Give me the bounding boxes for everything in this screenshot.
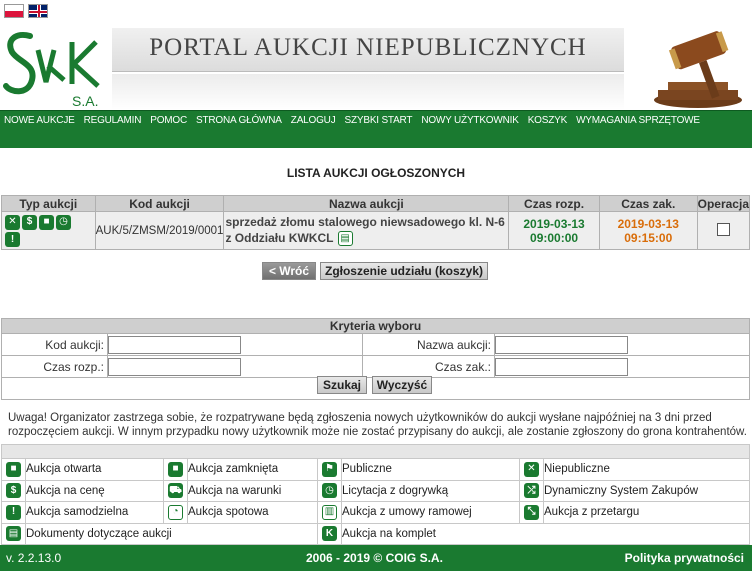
notice-text: Uwaga! Organizator zastrzega sobie, że rozpatrywane będą zgłoszenia nowych użytkowników do aukcji wysłane najpóźniej na 3 dni przed rozpoczęciem aukcji. W innym przypadku nowy użytkownik może nie zostać przypisany do aukcji, ale zostanie zgłoszony do grona kontrahentów. [8, 412, 747, 438]
legend-terms: Aukcja na warunki [188, 480, 318, 502]
legend-tender: Aukcja z przetargu [544, 502, 750, 524]
legend-icon-cell [318, 480, 342, 502]
start-time [509, 212, 600, 250]
document-icon[interactable]: ▤ [338, 231, 353, 246]
nav-rules[interactable]: REGULAMIN [83, 115, 142, 126]
tender-icon: ⤡ [524, 505, 539, 520]
operation-cell [697, 212, 749, 250]
legend-icon-cell [164, 502, 188, 524]
flag-icon: ⚑ [322, 462, 337, 477]
privacy-link[interactable]: Polityka prywatności [624, 551, 744, 565]
name-label: Nazwa aukcji: [363, 334, 495, 356]
legend-icon-cell [318, 523, 342, 545]
gavel-icon [648, 20, 752, 110]
legend-standalone: Aukcja samodzielna [26, 502, 164, 524]
type-icons [2, 212, 96, 250]
clock-icon: ◷ [322, 483, 337, 498]
nav-new-auctions[interactable]: NOWE AUKCJE [4, 115, 75, 126]
nav-hardware-requirements[interactable]: WYMAGANIA SPRZĘTOWE [576, 115, 700, 126]
nonpublic-icon: ✕ [5, 215, 20, 230]
framework-icon: ▥ [322, 505, 337, 520]
legend-icon-cell [164, 459, 188, 481]
price-icon: $ [6, 483, 21, 498]
end-label: Czas zak.: [363, 356, 495, 378]
name-cell [495, 334, 750, 356]
document-icon: ▤ [6, 526, 21, 541]
version-text: v. 2.2.13.0 [6, 551, 62, 565]
legend-spot: Aukcja spotowa [188, 502, 318, 524]
legend-public: Publiczne [342, 459, 520, 481]
legend-icon-cell [318, 502, 342, 524]
unlock-icon: ■ [6, 462, 21, 477]
legend-dps: Dynamiczny System Zakupów [544, 480, 750, 502]
select-checkbox[interactable] [717, 223, 730, 236]
legend-icon-cell [2, 523, 26, 545]
cart-icon: ⛟ [168, 483, 183, 498]
start-hour: 09:00:00 [530, 230, 579, 245]
nav-new-user[interactable]: NOWY UŻYTKOWNIK [421, 115, 519, 126]
legend-docs: Dokumenty dotyczące aukcji [26, 523, 318, 545]
auction-name[interactable]: sprzedaż złomu stalowego niewsadowego kl. N-6 z Oddziału KWKCL [225, 214, 505, 245]
auctions-table [1, 195, 750, 250]
end-input[interactable] [495, 358, 628, 376]
col-name: Nazwa aukcji [224, 196, 509, 212]
legend-icon-cell [2, 502, 26, 524]
lock-icon: ■ [168, 462, 183, 477]
legend-table [1, 444, 750, 545]
auction-code: AUK/5/ZMSM/2019/0001 [95, 212, 224, 250]
legend-nonpublic: Niepubliczne [544, 459, 750, 481]
legend-icon-cell [2, 480, 26, 502]
back-button[interactable]: < Wróć [262, 262, 316, 280]
nonpublic-icon: ✕ [524, 462, 539, 477]
col-start: Czas rozp. [509, 196, 600, 212]
search-button[interactable]: Szukaj [317, 376, 367, 394]
end-date: 2019-03-13 [617, 216, 679, 231]
start-input[interactable] [108, 358, 241, 376]
spot-icon: ◔ [168, 505, 183, 520]
legend-icon-cell [164, 480, 188, 502]
code-label: Kod aukcji: [2, 334, 108, 356]
start-cell [108, 356, 363, 378]
title-banner [112, 28, 624, 72]
table-row [2, 212, 750, 250]
end-hour: 09:15:00 [624, 230, 673, 245]
legend-header [2, 445, 750, 459]
dps-icon: ⤮ [524, 483, 539, 498]
end-time [599, 212, 697, 250]
legend-icon-cell [520, 480, 544, 502]
legend-bid-down: Licytacja z dogrywką [342, 480, 520, 502]
legend-open: Aukcja otwarta [26, 459, 164, 481]
nav-cart[interactable]: KOSZYK [527, 115, 568, 126]
banner-fade [112, 74, 624, 110]
price-icon: $ [22, 215, 37, 230]
col-operation: Operacja [697, 196, 749, 211]
legend-icon-cell [520, 459, 544, 481]
header [0, 20, 752, 110]
page-title: PORTAL AUKCJI NIEPUBLICZNYCH [149, 34, 587, 61]
english-flag-icon[interactable] [28, 4, 48, 18]
nav-help[interactable]: POMOC [150, 115, 188, 126]
clear-button[interactable]: Wyczyść [372, 376, 432, 394]
standalone-icon: ! [5, 232, 20, 247]
col-code: Kod aukcji [95, 196, 224, 212]
start-label: Czas rozp.: [2, 356, 108, 378]
svg-text:S.A.: S.A. [72, 93, 99, 109]
auction-name-cell[interactable] [224, 212, 509, 250]
main-nav [0, 110, 752, 148]
nav-login[interactable]: ZALOGUJ [290, 115, 336, 126]
legend-icon-cell [520, 502, 544, 524]
copyright-text: 2006 - 2019 © COIG S.A. [306, 551, 443, 565]
legend-closed: Aukcja zamknięta [188, 459, 318, 481]
list-heading: LISTA AUKCJI OGŁOSZONYCH [286, 166, 466, 180]
set-icon: K [322, 526, 337, 541]
name-input[interactable] [495, 336, 628, 354]
clock-icon: ◷ [56, 215, 71, 230]
legend-set: Aukcja na komplet [342, 523, 750, 545]
footer [0, 545, 752, 571]
srk-logo[interactable] [2, 26, 106, 110]
legend-price: Aukcja na cenę [26, 480, 164, 502]
legend-icon-cell [2, 459, 26, 481]
polish-flag-icon[interactable] [4, 4, 24, 18]
standalone-icon: ! [6, 505, 21, 520]
start-date: 2019-03-13 [523, 216, 585, 231]
col-type: Typ aukcji [2, 196, 96, 212]
end-cell [495, 356, 750, 378]
legend-framework: Aukcja z umowy ramowej [342, 502, 520, 524]
col-end: Czas zak. [599, 196, 697, 212]
code-cell [108, 334, 363, 356]
nav-quick-start[interactable]: SZYBKI START [344, 115, 413, 126]
submit-cart-button[interactable]: Zgłoszenie udziału (koszyk) [320, 262, 488, 280]
nav-home[interactable]: STRONA GŁÓWNA [196, 115, 282, 126]
code-input[interactable] [108, 336, 241, 354]
lock-icon: ■ [39, 215, 54, 230]
criteria-heading: Kryteria wyboru [2, 319, 750, 334]
legend-icon-cell [318, 459, 342, 481]
